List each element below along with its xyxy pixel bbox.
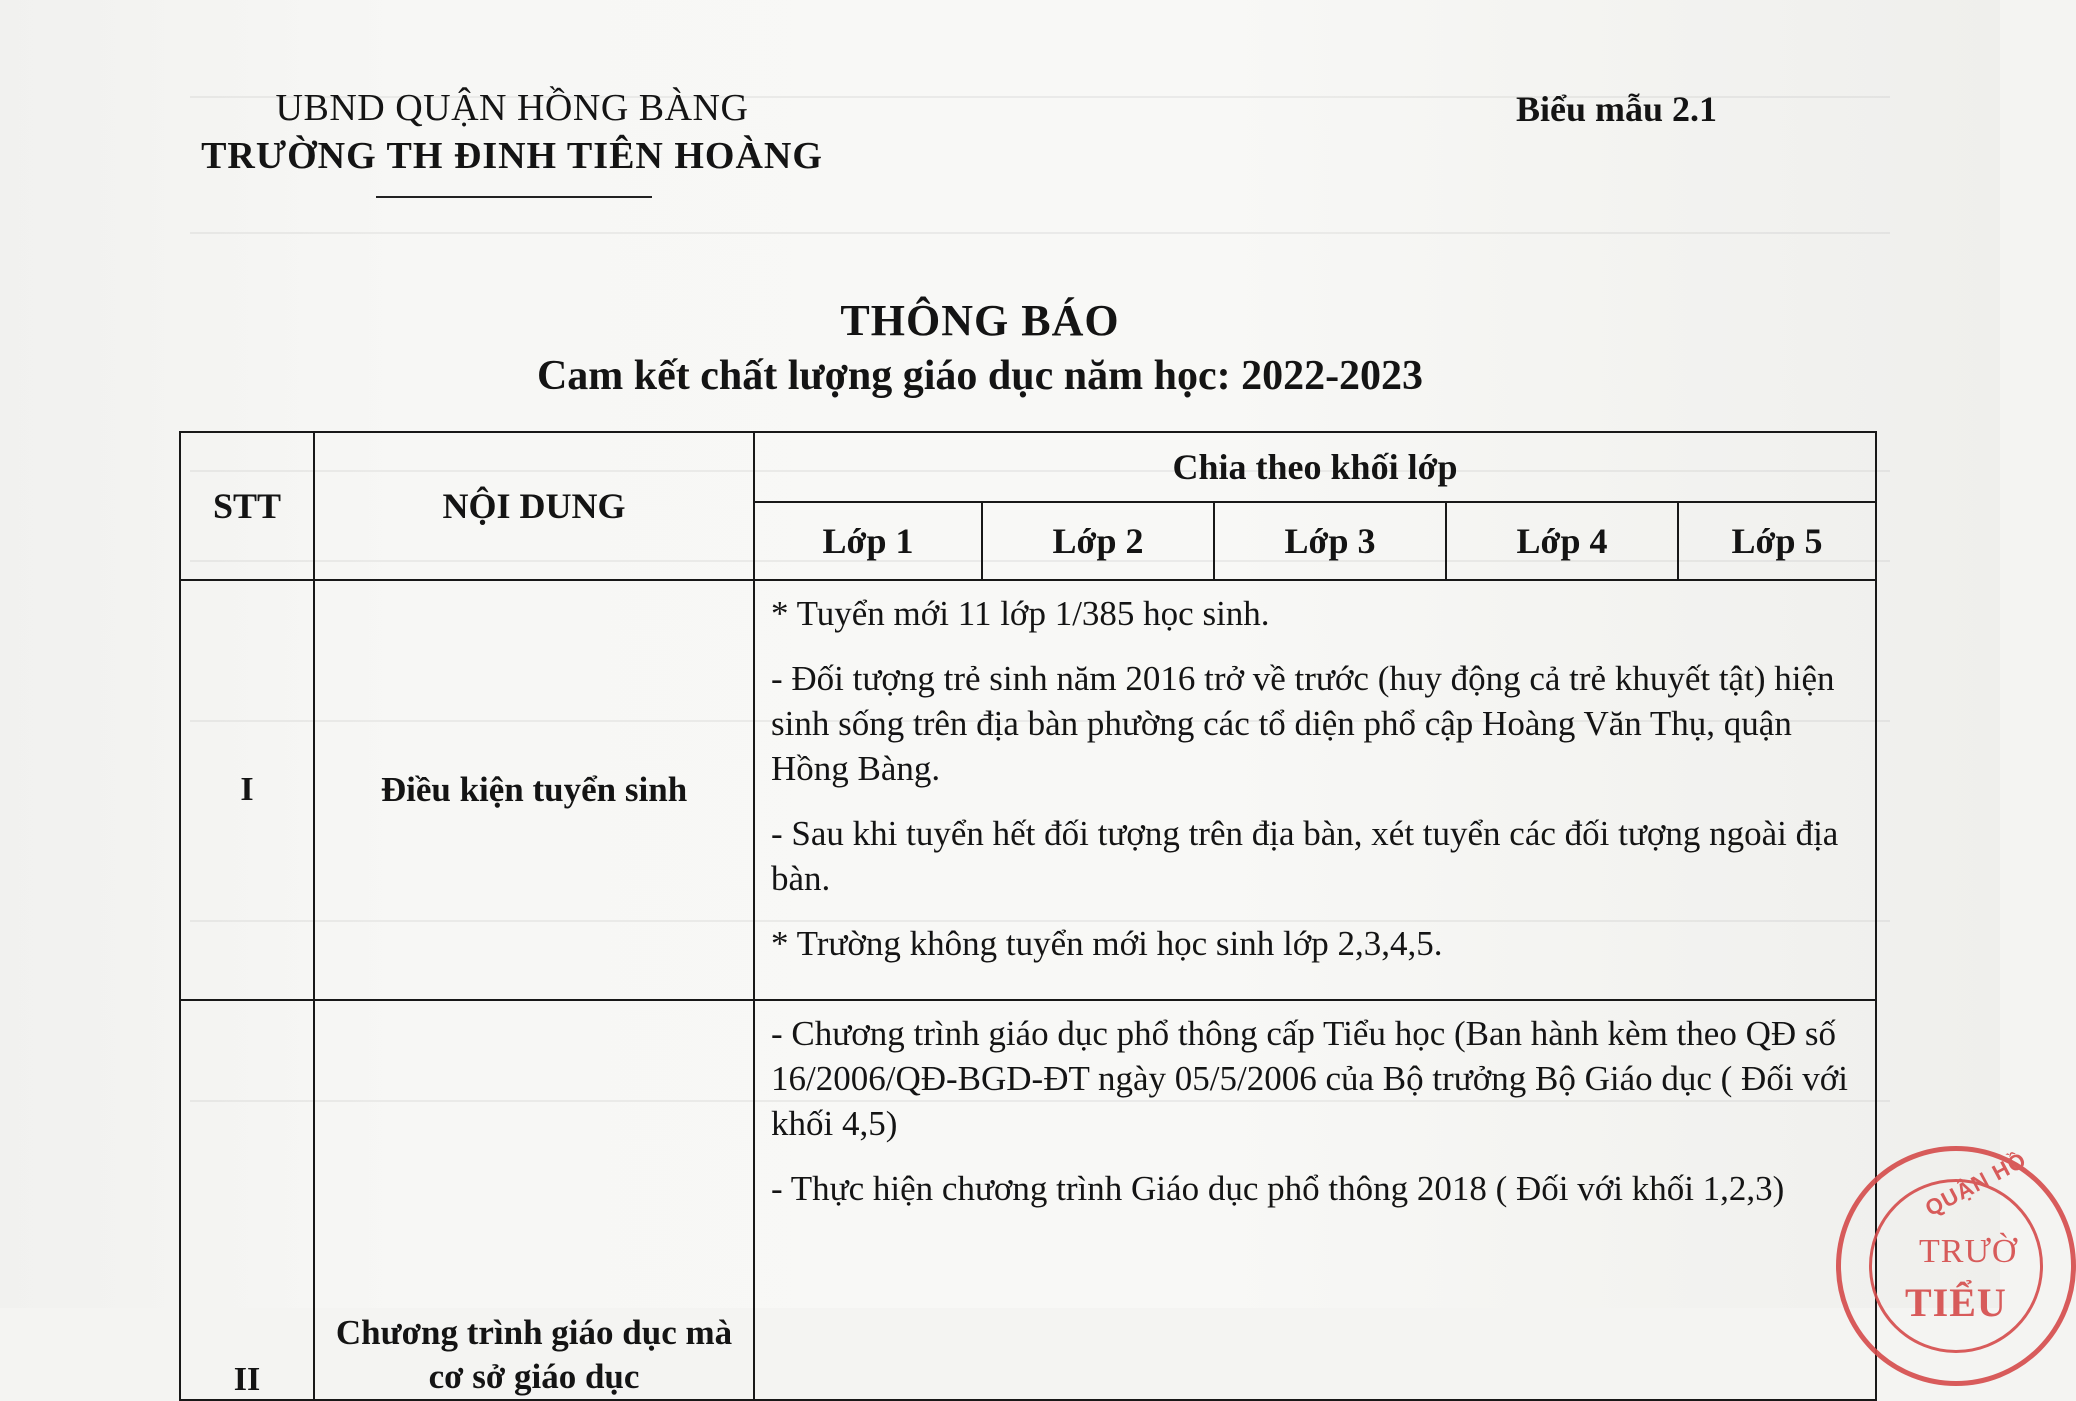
authority-name: UBND QUẬN HỒNG BÀNG <box>275 87 749 129</box>
school-name: TRƯỜNG TH ĐINH TIÊN HOÀNG <box>201 135 823 177</box>
document-title: THÔNG BÁO <box>840 296 1120 345</box>
row-stt: I <box>180 580 314 1000</box>
header-grade-3: Lớp 3 <box>1214 502 1446 580</box>
row-title: Chương trình giáo dục mà cơ sở giáo dục <box>314 1000 754 1400</box>
seal-arc-text: QUẬN HỒ <box>1921 1146 2031 1222</box>
commitment-table <box>179 431 1877 1401</box>
header-grade-group: Chia theo khối lớp <box>754 432 1876 502</box>
content-paragraph: - Thực hiện chương trình Giáo dục phổ thông 2018 ( Đối với khối 1,2,3) <box>771 1169 1785 1208</box>
content-paragraph: * Trường không tuyển mới học sinh lớp 2,3,4,5. <box>771 924 1443 963</box>
seal-text-line-2: TIỂU <box>1905 1280 2007 1325</box>
table-row <box>180 580 1876 1000</box>
header-content: NỘI DUNG <box>314 432 754 580</box>
header-grade-5: Lớp 5 <box>1678 502 1876 580</box>
seal-text-line-1: TRƯỜ <box>1919 1233 2018 1270</box>
document-subtitle: Cam kết chất lượng giáo dục năm học: 2022-2023 <box>536 353 1424 399</box>
content-paragraph: * Tuyển mới 11 lớp 1/385 học sinh. <box>771 594 1270 633</box>
content-paragraph: - Chương trình giáo dục phổ thông cấp Tiểu học (Ban hành kèm theo QĐ số 16/2006/QĐ-BGD-ĐT ngày 05/5/2006 của Bộ trưởng Bộ Giáo dục ( Đối với khối 4,5) <box>771 1014 1849 1143</box>
row-content <box>754 580 1876 1000</box>
content-paragraph: - Sau khi tuyển hết đối tượng trên địa bàn, xét tuyển các đối tượng ngoài địa bàn. <box>771 814 1839 898</box>
header-grade-1: Lớp 1 <box>754 502 982 580</box>
commitment-table-wrapper <box>179 431 1875 1398</box>
header-underline <box>376 196 652 198</box>
header-grade-2: Lớp 2 <box>982 502 1214 580</box>
row-title: Điều kiện tuyển sinh <box>314 580 754 1000</box>
school-seal-stamp <box>1836 1146 2076 1386</box>
header-grade-4: Lớp 4 <box>1446 502 1678 580</box>
row-stt: II <box>180 1000 314 1400</box>
table-row <box>180 1000 1876 1400</box>
row-content <box>754 1000 1876 1400</box>
table-header-row-1 <box>180 432 1876 502</box>
content-paragraph: - Đối tượng trẻ sinh năm 2016 trở về trước (huy động cả trẻ khuyết tật) hiện sinh sống trên địa bàn phường các tổ diện phổ cập Hoàng Văn Thụ, quận Hồng Bàng. <box>771 659 1835 788</box>
header-stt: STT <box>180 432 314 580</box>
issuer-block <box>192 84 832 180</box>
form-code: Biểu mẫu 2.1 <box>1516 89 1718 129</box>
